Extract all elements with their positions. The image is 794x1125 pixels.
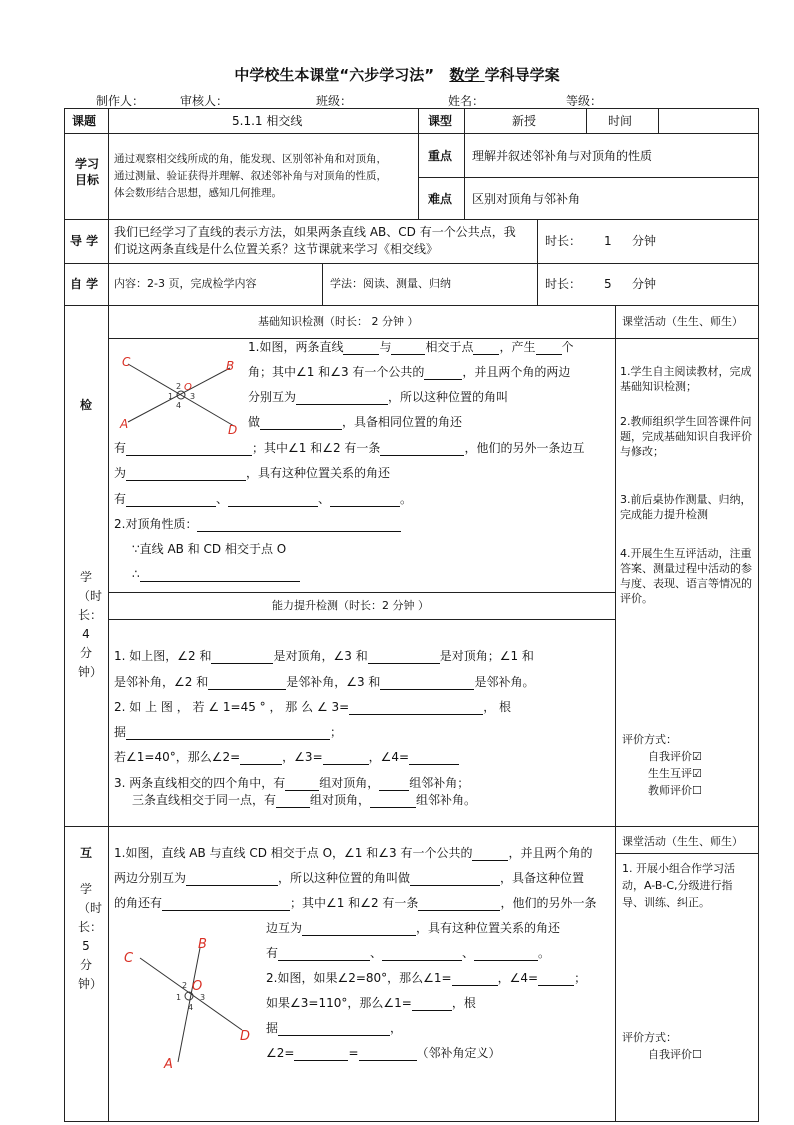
mutual-label-top: 互 [79, 846, 92, 860]
basic-q2-given: ∵直线 AB 和 CD 相交于点 O [132, 542, 287, 556]
mutual-q1-line-5: 有 、 、 。 [266, 946, 551, 960]
header-name: 姓名： [448, 94, 485, 108]
fig1-label-d: D [228, 423, 238, 437]
basic-q1-line-6: 为 ，具有这种位置关系的角还 [114, 466, 391, 480]
goals-line-1: 通过观察相交线所成的角，能发现、区别邻补角和对顶角， [114, 153, 387, 165]
eval-title: 评价方式： [622, 733, 677, 746]
mutual-activity-1: 1. 开展小组合作学习活动，A-B-C,分级进行指导、训练、纠正。 [622, 862, 735, 909]
fig1-angle-4: 4 [176, 401, 182, 410]
type-label: 课型 [428, 114, 453, 128]
header-reviewer: 审核人： [180, 94, 229, 108]
title-suffix: 学科导学案 [484, 66, 560, 84]
goals-line-2: 通过测量、验证获得并理解、叙述邻补角与对顶角的性质， [114, 170, 387, 182]
goals-label: 学习目标 [74, 157, 99, 187]
ability-q2-line-2: 据 ； [114, 725, 343, 739]
eval-self: 自我评价☑ [648, 750, 702, 763]
type-value: 新授 [512, 114, 537, 128]
self-label: 自 学 [70, 277, 99, 291]
mutual-eval-self: 自我评价☐ [648, 1048, 702, 1061]
fig2-angle-4: 4 [188, 1003, 194, 1012]
fig2-label-o: O [192, 979, 203, 994]
guide-label: 导 学 [70, 234, 99, 248]
mutual-q2-line-3: 据 ， [266, 1021, 403, 1035]
fig2-label-a: A [164, 1057, 173, 1072]
fig1-label-o: O [184, 382, 192, 393]
fig2-angle-3: 3 [200, 993, 206, 1002]
self-duration-label: 时长： [545, 277, 582, 291]
basic-q2-therefore: ∴ [132, 566, 300, 582]
activity-2: 2.教师组织学生回答课件问题，完成基础知识自我评价与修改； [620, 415, 752, 458]
ability-q1-line-2: 是邻补角，∠2 和 是邻补角，∠3 和 是邻补角。 [114, 675, 535, 689]
mutual-q1-line-2: 两边分别互为 ，所以这种位置的角叫做 ，具备这种位置 [114, 871, 585, 885]
activity-1: 1.学生自主阅读教材，完成基础知识检测； [620, 365, 752, 393]
ability-q1-line-1: 1. 如上图，∠2 和 是对顶角，∠3 和 是对顶角；∠1 和 [114, 649, 534, 663]
fig1-line-cd [128, 364, 234, 426]
mutual-q2-line-2: 如果∠3=110°，那么∠1= ，根 [266, 996, 476, 1010]
fig1-label-a: A [120, 417, 129, 431]
time-label: 时间 [608, 114, 633, 128]
fig1-angle-1: 1 [168, 392, 174, 401]
guide-line-1: 我们已经学习了直线的表示方法，如果两条直线 AB、CD 有一个公共点，我 [114, 225, 516, 239]
check-label-bottom: 学（时长：4分钟） [78, 570, 103, 679]
self-content: 内容：2-3 页，完成检学内容 [114, 277, 257, 290]
header-class: 班级： [316, 94, 353, 108]
guide-duration-label: 时长： [545, 234, 582, 248]
header-grade: 等级： [566, 94, 603, 108]
fig2-angle-1: 1 [176, 993, 182, 1002]
self-method: 学法：阅读、测量、归纳 [330, 277, 451, 290]
basic-q2: 2.对顶角性质： [114, 516, 401, 532]
topic-value: 5.1.1 相交线 [232, 114, 303, 128]
eval-teacher: 教师评价☐ [648, 784, 702, 797]
basic-q1-line-7: 有 、 、 。 [114, 492, 413, 506]
mutual-activity-title: 课堂活动（生生、师生） [622, 835, 743, 848]
title-main: 中学校生本课堂“六步学习法” [234, 66, 435, 84]
goals-line-3: 体会数形结合思想，感知几何推理。 [114, 187, 282, 199]
fig2-label-d: D [240, 1029, 251, 1044]
guide-unit: 分钟 [632, 234, 657, 248]
activity-4: 4.开展生生互评活动，注重答案、测量过程中活动的参与度、表现、语言等情况的评价。 [620, 547, 752, 605]
header-maker: 制作人： [96, 94, 145, 108]
page-title [0, 64, 794, 85]
mutual-q1-line-4: 边互为 ，具有这种位置关系的角还 [266, 921, 561, 935]
ability-q2-line-1: 2. 如 上 图 ， 若 ∠ 1=45 ° ， 那 么 ∠ 3= ， 根 [114, 700, 512, 714]
fig1-angle-3: 3 [190, 392, 196, 401]
ability-q2-line-3: 若∠1=40°，那么∠2= ，∠3= ，∠4= [114, 749, 459, 765]
figure-1 [112, 348, 246, 438]
self-unit: 分钟 [632, 277, 657, 291]
ability-title: 能力提升检测（时长：2 分钟 ） [272, 599, 429, 612]
figure-2 [114, 932, 264, 1072]
key-label: 重点 [428, 149, 453, 163]
fig2-label-c: C [124, 951, 134, 966]
mutual-label-bottom: 学（时长：5分钟） [78, 882, 103, 991]
mutual-q2-line-4: ∠2= = （邻补角定义） [266, 1046, 501, 1060]
activity-3: 3.前后桌协作测量、归纳，完成能力提升检测 [620, 493, 752, 521]
basic-q1-line-1: 1.如图，两条直线 与 相交于点 ，产生 个 [248, 340, 574, 354]
difficult-label: 难点 [428, 192, 453, 206]
fig1-angle-2: 2 [176, 382, 182, 391]
check-label-top: 检 [79, 398, 92, 412]
ability-q3-line-1: 3. 两条直线相交的四个角中，有 组对顶角， 组邻补角； [114, 776, 470, 790]
basic-q1-line-3: 分别互为 ，所以这种位置的角叫 [248, 390, 509, 404]
basic-title: 基础知识检测（时长： 2 分钟 ） [258, 315, 419, 328]
key-text: 理解并叙述邻补角与对顶角的性质 [472, 149, 653, 163]
eval-peer: 生生互评☑ [648, 767, 702, 780]
self-duration: 5 [604, 277, 612, 291]
title-subject: 数学 [449, 66, 480, 84]
mutual-q2-line-1: 2.如图，如果∠2=80°，那么∠1= ，∠4= ； [266, 971, 587, 985]
fig1-label-b: B [226, 359, 235, 373]
mutual-eval-title: 评价方式： [622, 1031, 677, 1044]
ability-q3-line-2: 三条直线相交于同一点，有 组对顶角， 组邻补角。 [132, 793, 477, 807]
guide-duration: 1 [604, 234, 612, 248]
mutual-q1-line-3: 的角还有 ；其中∠1 和∠2 有一条 ，他们的另外一条 [114, 896, 597, 910]
topic-label: 课题 [72, 114, 97, 128]
fig1-label-c: C [122, 355, 131, 369]
difficult-text: 区别对顶角与邻补角 [472, 192, 581, 206]
fig2-angle-2: 2 [182, 981, 188, 990]
fig1-line-ab [128, 368, 230, 422]
basic-q1-line-2: 角；其中∠1 和∠3 有一个公共的 ，并且两个角的两边 [248, 365, 571, 379]
mutual-q1-line-1: 1.如图，直线 AB 与直线 CD 相交于点 O，∠1 和∠3 有一个公共的 ，并且两个角的 [114, 846, 593, 860]
basic-q1-line-4: 做 ，具备相同位置的角还 [248, 415, 463, 429]
guide-line-2: 们说这两条直线是什么位置关系？这节课就来学习《相交线》 [114, 242, 439, 256]
fig2-label-b: B [198, 937, 207, 952]
activity-title: 课堂活动（生生、师生） [622, 315, 743, 328]
basic-q1-line-5: 有 ；其中∠1 和∠2 有一条 ，他们的另外一条边互 [114, 441, 585, 455]
